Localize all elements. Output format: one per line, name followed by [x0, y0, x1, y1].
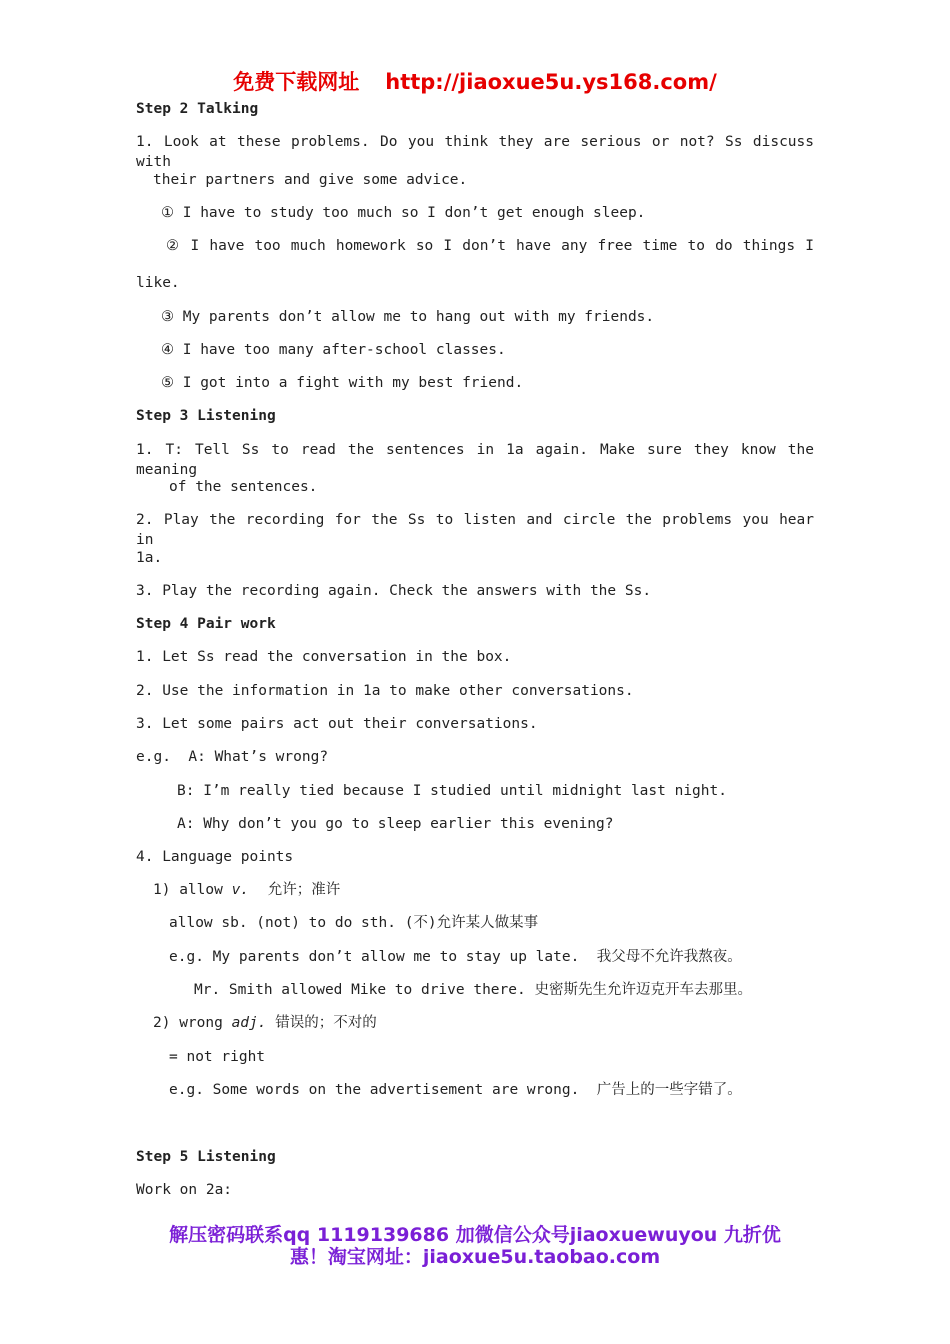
problem-2-cont: like. [136, 275, 180, 291]
point-1-meaning: 允许；准许 [267, 882, 341, 898]
step2-item-1: 1. Look at these problems. Do you think they are serious or not? Ss discuss with [136, 134, 814, 170]
step2-heading: Step 2 Talking [136, 101, 259, 117]
point-2-title [153, 1013, 377, 1033]
example-a-2: A: Why don’t you go to sleep earlier this evening? [177, 816, 614, 832]
problem-5: ⑤ I got into a fight with my best friend. [161, 375, 524, 391]
step3-item-1-cont: of the sentences. [169, 479, 318, 495]
step4-item-4: 4. Language points [136, 849, 294, 865]
point-2-word: 2) wrong [153, 1015, 223, 1031]
step4-item-3: 3. Let some pairs act out their conversations. [136, 716, 538, 732]
example-b: B: I’m really tied because I studied until midnight last night. [177, 783, 727, 799]
problem-1: ① I have to study too much so I don’t get enough sleep. [161, 205, 646, 221]
step3-heading: Step 3 Listening [136, 408, 276, 424]
step4-heading: Step 4 Pair work [136, 616, 276, 632]
point-2-synonym: = not right [169, 1049, 266, 1065]
step4-item-1: 1. Let Ss read the conversation in the box. [136, 649, 512, 665]
step4-item-2: 2. Use the information in 1a to make other conversations. [136, 683, 634, 699]
header-url-link[interactable]: http://jiaoxue5u.ys168.com/ [385, 70, 717, 94]
step3-item-3: 3. Play the recording again. Check the answers with the Ss. [136, 583, 652, 599]
problem-2: ② I have too much homework so I don’t have any free time to do things I [166, 238, 814, 254]
step2-item-1-cont: their partners and give some advice. [153, 172, 468, 188]
problem-4: ④ I have too many after-school classes. [161, 342, 506, 358]
download-header [0, 66, 950, 96]
step3-item-2: 2. Play the recording for the Ss to listen and circle the problems you hear in [136, 512, 814, 548]
point-1-example-2: Mr. Smith allowed Mike to drive there. 史密斯先生允许迈克开车去那里。 [194, 982, 752, 998]
point-2-meaning: 错误的；不对的 [275, 1015, 377, 1031]
footer-line-1: 解压密码联系qq 1119139686 加微信公众号jiaoxuewuyou 九折优 [169, 1224, 781, 1246]
footer-line-2: 惠！淘宝网址：jiaoxue5u.taobao.com [289, 1246, 661, 1268]
step5-heading: Step 5 Listening [136, 1149, 276, 1165]
step3-item-1: 1. T: Tell Ss to read the sentences in 1a again. Make sure they know the meaning [136, 442, 814, 478]
example-a-1: e.g. A: What’s wrong? [136, 749, 329, 765]
point-1-example-1: e.g. My parents don’t allow me to stay up late. 我父母不允许我熬夜。 [169, 949, 742, 965]
point-2-example: e.g. Some words on the advertisement are wrong. 广告上的一些字错了。 [169, 1082, 742, 1098]
point-1-pos: v. [231, 882, 250, 898]
header-label: 免费下载网址 [233, 70, 360, 94]
point-1-usage: allow sb. (not) to do sth. (不)允许某人做某事 [169, 915, 539, 931]
point-1-word: 1) allow [153, 882, 223, 898]
problem-3: ③ My parents don’t allow me to hang out with my friends. [161, 309, 655, 325]
step5-item: Work on 2a: [136, 1182, 233, 1198]
point-1-title [153, 880, 340, 900]
step3-item-2-cont: 1a. [136, 550, 163, 566]
point-2-pos: adj. [231, 1015, 267, 1031]
